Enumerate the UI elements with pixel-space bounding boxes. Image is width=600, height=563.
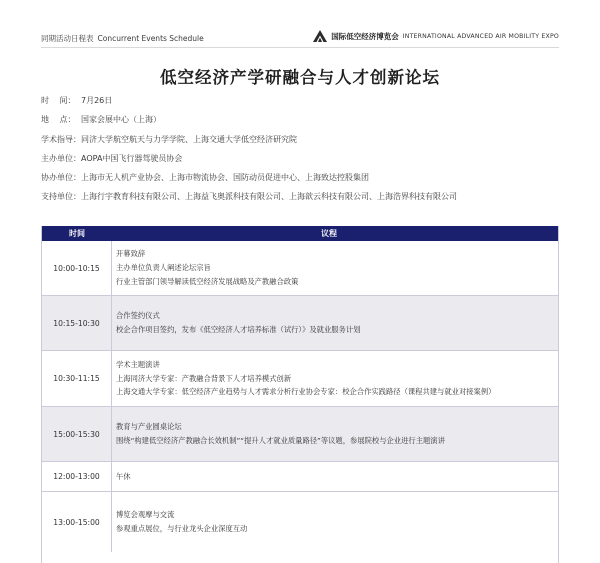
header-right-cn: 国际低空经济博览会	[331, 31, 399, 41]
info-label: 主办单位：	[41, 153, 81, 163]
info-row-time	[41, 95, 559, 114]
page-title: 低空经济产学研融合与人才创新论坛	[160, 68, 440, 87]
row-time: 10:00-10:15	[42, 241, 112, 295]
row-time: 12:00-13:00	[42, 462, 112, 491]
row-agenda	[112, 351, 558, 406]
table-row	[42, 351, 558, 407]
row-time: 15:00-15:30	[42, 407, 112, 461]
info-value: AOPA中国飞行器驾驶员协会	[81, 153, 183, 163]
agenda-line: 午休	[116, 471, 131, 481]
info-value: 上海行宇教育科技有限公司、上海益飞奥派科技有限公司、上海歆云科技有限公司、上海浩界科技有限公司	[81, 192, 457, 202]
info-value: 7月26日	[81, 96, 113, 105]
info-label: 时 间：	[41, 96, 76, 105]
column-header-agenda: 议程	[321, 229, 337, 238]
row-agenda	[112, 296, 558, 350]
agenda-line: 学术主题演讲	[116, 359, 160, 369]
agenda-line: 围绕“构建低空经济产教融合长效机制”“提升人才就业质量路径”等议题，参展院校与企业进行主题演讲	[116, 436, 445, 445]
agenda-line: 上海同济大学专家：产教融合背景下人才培养模式创新	[116, 373, 292, 383]
table-row	[42, 492, 558, 552]
header-right	[313, 30, 559, 42]
triangle-logo-icon	[313, 30, 327, 42]
info-row-supporter	[41, 191, 559, 210]
header-right-en: INTERNATIONAL ADVANCED AIR MOBILITY EXPO	[402, 32, 559, 40]
agenda-line: 校企合作项目签约，发布《低空经济人才培养标准（试行）》及就业服务计划	[116, 325, 361, 334]
info-row-location	[41, 114, 559, 133]
row-agenda	[112, 241, 558, 295]
header-divider	[41, 47, 559, 48]
header-left-en: Concurrent Events Schedule	[97, 34, 204, 43]
schedule-table	[41, 226, 559, 563]
table-row	[42, 241, 558, 296]
info-value: 国家会展中心（上海）	[81, 115, 161, 125]
table-row	[42, 296, 558, 351]
page-header	[0, 0, 600, 52]
row-time: 10:30-11:15	[42, 351, 112, 406]
agenda-line: 主办单位负责人阐述论坛宗旨	[116, 263, 211, 273]
row-time: 13:00-15:00	[42, 492, 112, 552]
agenda-line: 参观重点展位，与行业龙头企业深度互动	[116, 524, 248, 533]
table-row	[42, 407, 558, 462]
row-agenda	[112, 492, 558, 552]
agenda-line: 博览会观摩与交流	[116, 510, 175, 520]
info-label: 地 点：	[41, 115, 76, 125]
row-agenda	[112, 462, 558, 491]
row-agenda	[112, 407, 558, 461]
header-left	[41, 33, 204, 44]
info-row-academic	[41, 134, 559, 153]
table-header	[42, 226, 558, 241]
info-value: 同济大学航空航天与力学学院、上海交通大学低空经济研究院	[81, 134, 297, 144]
forum-info	[41, 95, 559, 211]
agenda-line: 合作签约仪式	[116, 311, 160, 321]
agenda-line: 行业主管部门领导解读低空经济发展战略及产教融合政策	[116, 276, 299, 286]
info-label: 支持单位：	[41, 192, 81, 202]
agenda-line: 开幕致辞	[116, 249, 146, 259]
info-label: 学术指导：	[41, 134, 81, 144]
column-header-time: 时间	[69, 229, 85, 238]
agenda-line: 教育与产业圆桌论坛	[116, 422, 182, 432]
header-left-cn: 同期活动日程表	[41, 34, 94, 43]
info-row-co-organizer	[41, 172, 559, 191]
info-label: 协办单位：	[41, 173, 81, 183]
info-value: 上海市无人机产业协会、上海市物流协会、国防动员促进中心、上海致达控股集团	[81, 173, 369, 183]
row-time: 10:15-10:30	[42, 296, 112, 350]
agenda-line: 上海交通大学专家：低空经济产业趋势与人才需求分析行业协会专家：校企合作实践路径（课程共建与就业对接案例）	[116, 387, 496, 397]
info-row-organizer	[41, 153, 559, 172]
table-row	[42, 462, 558, 492]
